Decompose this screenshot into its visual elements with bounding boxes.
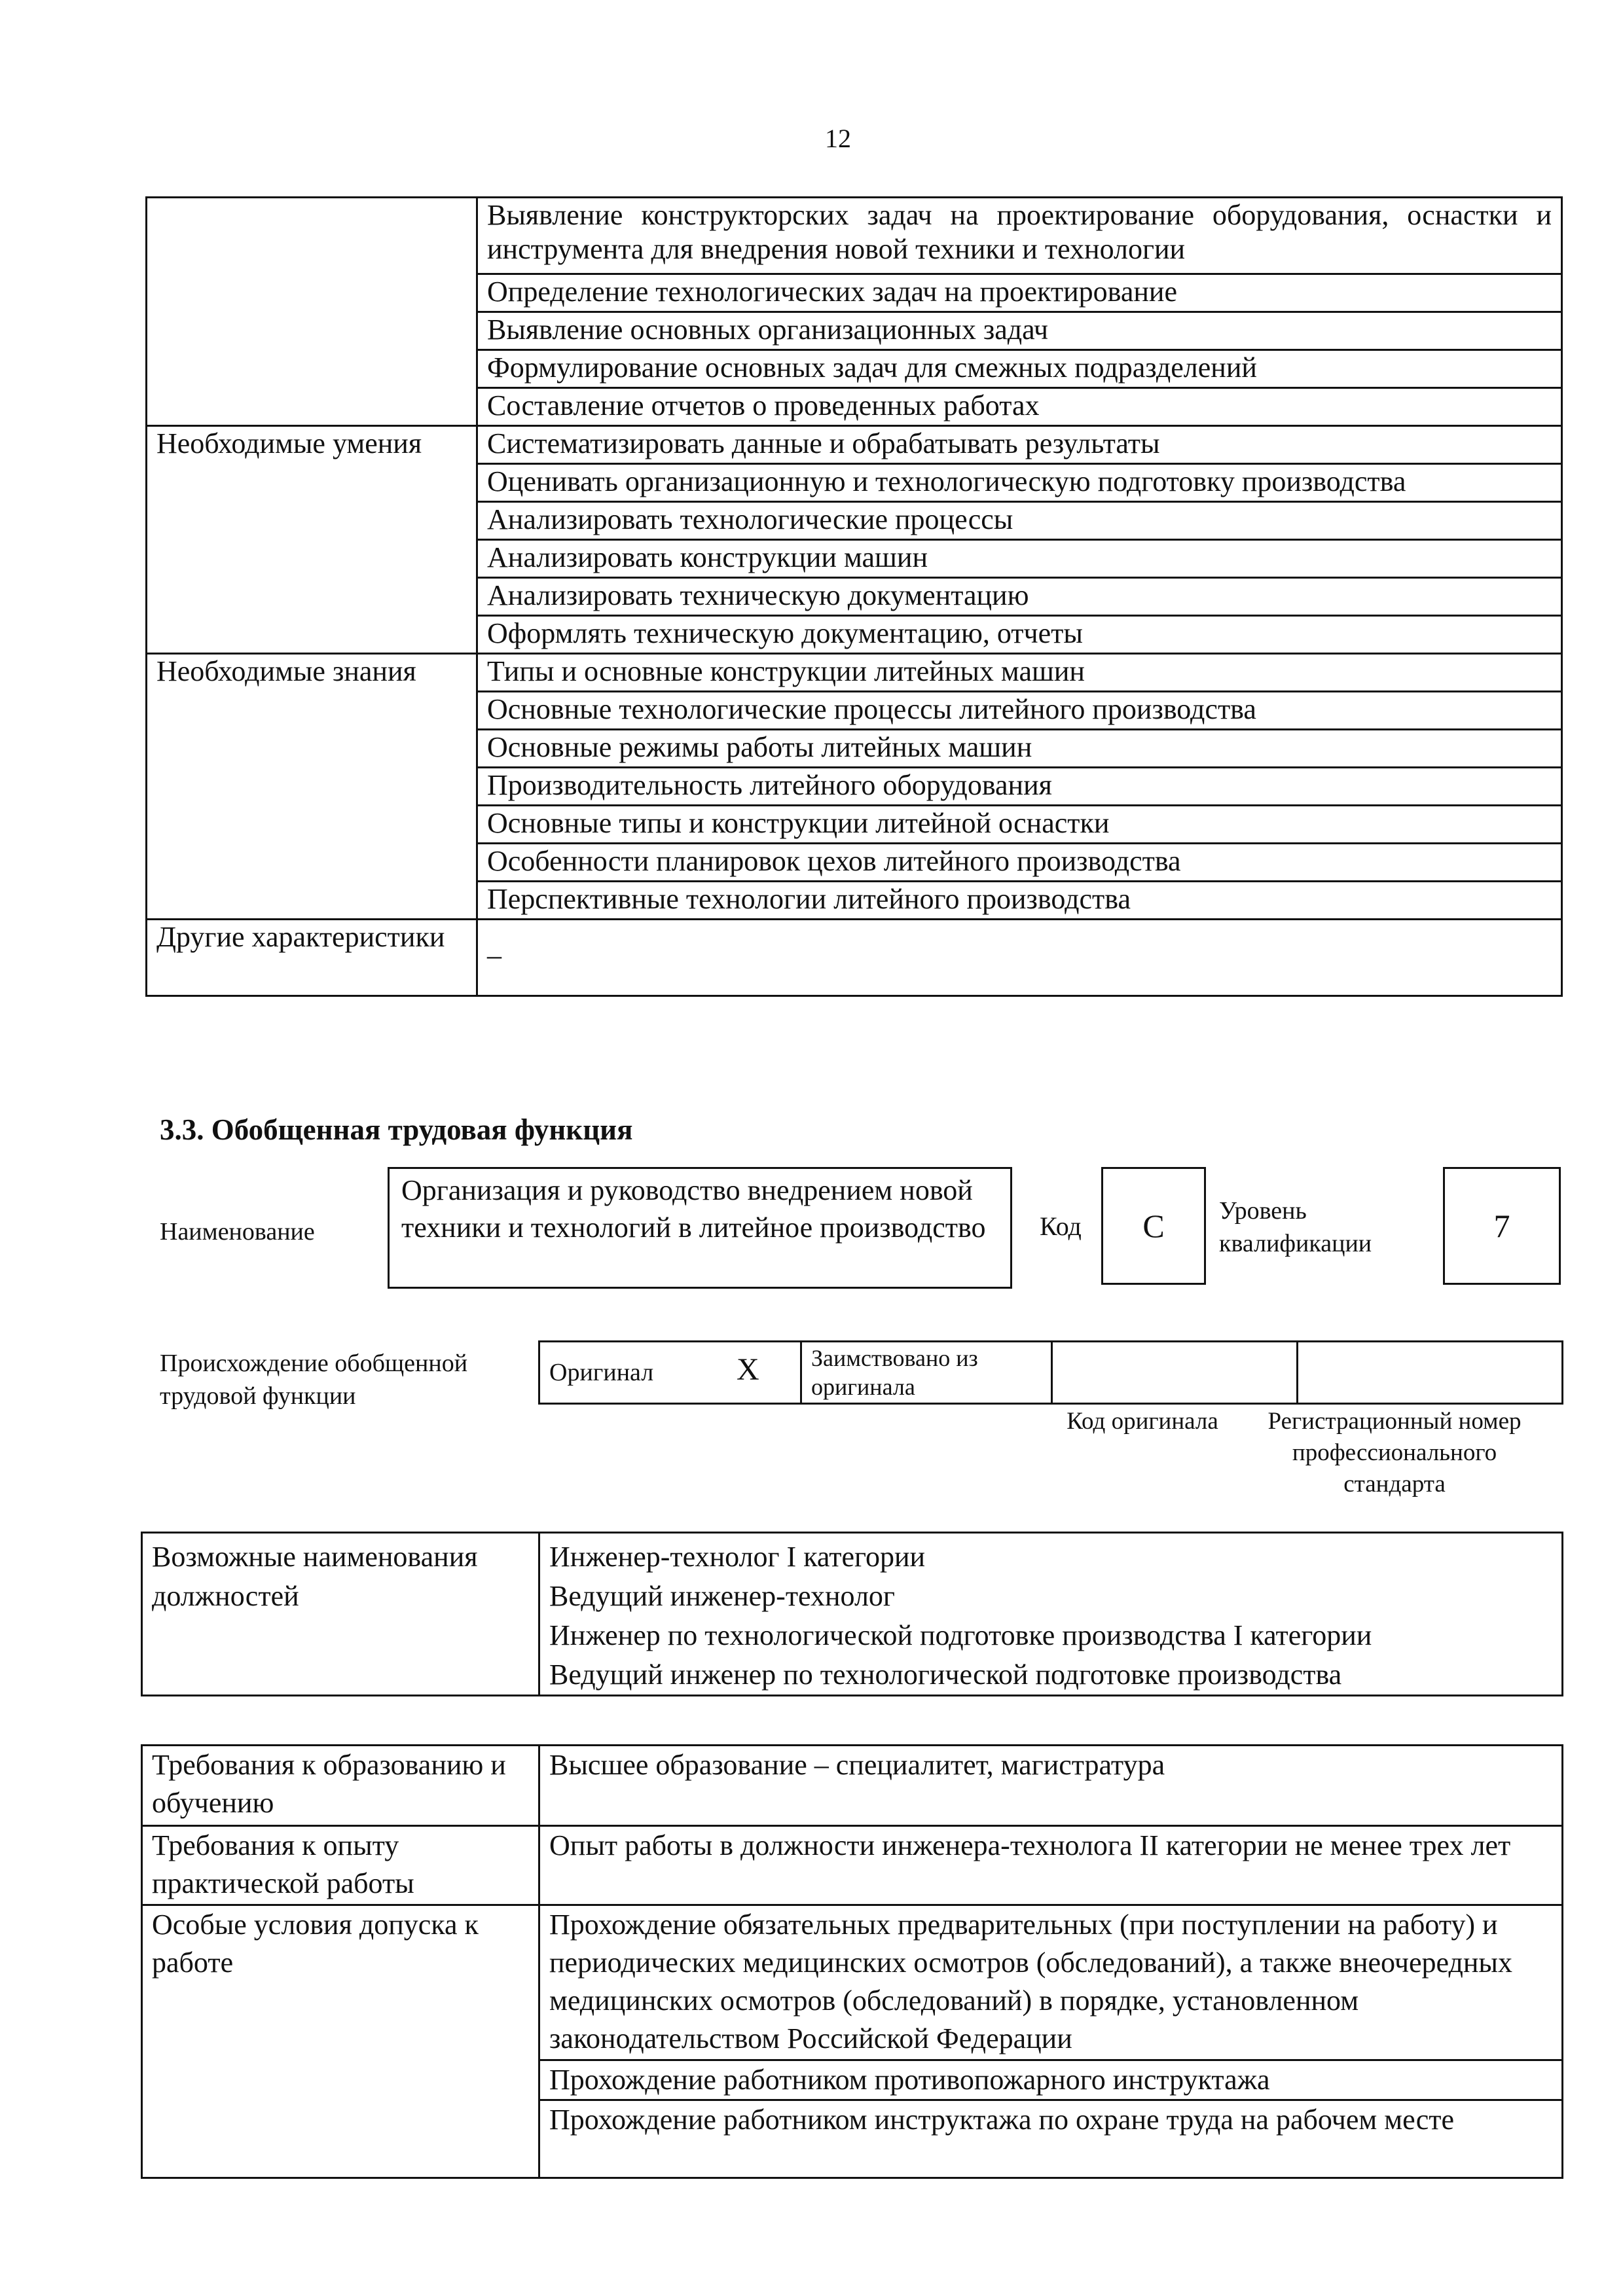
other-label: Другие характеристики [147, 920, 477, 996]
table-row: Особенности планировок цехов литейного производства [477, 844, 1562, 882]
section-title: 3.3. Обобщенная трудовая функция [160, 1113, 633, 1146]
experience-value: Опыт работы в должности инженера-технолога II категории не менее трех лет [539, 1826, 1563, 1905]
table-row: Основные технологические процессы литейного производства [477, 692, 1562, 730]
list-item: Инженер по технологической подготовке производства I категории [549, 1619, 1372, 1651]
code-original-caption: Код оригинала [1067, 1408, 1218, 1435]
skills-label: Необходимые умения [147, 426, 477, 654]
table-row: Основные типы и конструкции литейной оснастки [477, 806, 1562, 844]
list-item: Ведущий инженер по технологической подготовке производства [549, 1659, 1342, 1691]
table-row: Оценивать организационную и технологическую подготовку производства [477, 464, 1562, 502]
empty-label-cell [147, 198, 477, 426]
table-row: Производительность литейного оборудования [477, 768, 1562, 806]
education-label: Требования к образованию и обучению [142, 1746, 539, 1826]
table-row: Прохождение работником противопожарного инструктажа [539, 2060, 1563, 2100]
table-row: Составление отчетов о проведенных работах [477, 388, 1562, 426]
positions-list [539, 1533, 1563, 1696]
level-value: 7 [1493, 1208, 1510, 1244]
conditions-label: Особые условия допуска к работе [142, 1905, 539, 2178]
code-label: Код [1040, 1211, 1082, 1241]
education-value: Высшее образование – специалитет, магистратура [539, 1746, 1563, 1826]
competency-table [145, 196, 1563, 997]
other-value: – [477, 920, 1562, 996]
table-row: Выявление конструкторских задач на проектирование оборудования, оснастки и инструмента для внедрения новой техники и технологии [477, 198, 1562, 274]
table-row: Анализировать техническую документацию [477, 578, 1562, 616]
reg-number-cell [1298, 1342, 1563, 1404]
table-row: Прохождение работником инструктажа по охране труда на рабочем месте [539, 2100, 1563, 2178]
table-row: Выявление основных организационных задач [477, 312, 1562, 350]
reg-number-caption: Регистрационный номер профессионального стандарта [1267, 1408, 1522, 1498]
table-row: Определение технологических задач на проектирование [477, 274, 1562, 312]
original-mark: X [737, 1352, 759, 1387]
name-label: Наименование [160, 1218, 315, 1246]
code-value: C [1142, 1208, 1165, 1244]
table-row: Прохождение обязательных предварительных (при поступлении на работу) и периодических медицинских осмотров (обследований), а также внеочередных медицинских осмотров (обследований) в порядке, установленном законодательством Российской Федерации [539, 1905, 1563, 2060]
table-row: Основные режимы работы литейных машин [477, 730, 1562, 768]
list-item: Ведущий инженер-технолог [549, 1580, 895, 1612]
table-row: Перспективные технологии литейного производства [477, 882, 1562, 920]
knowledge-label: Необходимые знания [147, 654, 477, 920]
positions-label: Возможные наименования должностей [142, 1533, 539, 1696]
function-name-box [388, 1167, 1012, 1289]
positions-table [141, 1532, 1563, 1696]
table-row: Типы и основные конструкции литейных машин [477, 654, 1562, 692]
origin-label: Происхождение обобщенной трудовой функции [160, 1350, 468, 1410]
original-label: Оригинал [549, 1359, 654, 1386]
origin-table [538, 1340, 1563, 1405]
table-row: Анализировать технологические процессы [477, 502, 1562, 540]
level-box [1443, 1167, 1561, 1285]
experience-label: Требования к опыту практической работы [142, 1826, 539, 1905]
table-row: Формулирование основных задач для смежных подразделений [477, 350, 1562, 388]
level-label: Уровень квалификации [1219, 1197, 1372, 1257]
page-number: 12 [825, 124, 851, 153]
function-name: Организация и руководство внедрением новой техники и технологий в литейное производство [401, 1174, 986, 1244]
list-item: Инженер-технолог I категории [549, 1541, 926, 1573]
table-row: Анализировать конструкции машин [477, 540, 1562, 578]
original-cell [539, 1342, 801, 1404]
requirements-table [141, 1744, 1563, 2179]
code-original-cell [1052, 1342, 1298, 1404]
table-row: Систематизировать данные и обрабатывать результаты [477, 426, 1562, 464]
table-row: Оформлять техническую документацию, отчеты [477, 616, 1562, 654]
borrowed-label: Заимствовано из оригинала [801, 1342, 1052, 1404]
code-box [1101, 1167, 1206, 1285]
